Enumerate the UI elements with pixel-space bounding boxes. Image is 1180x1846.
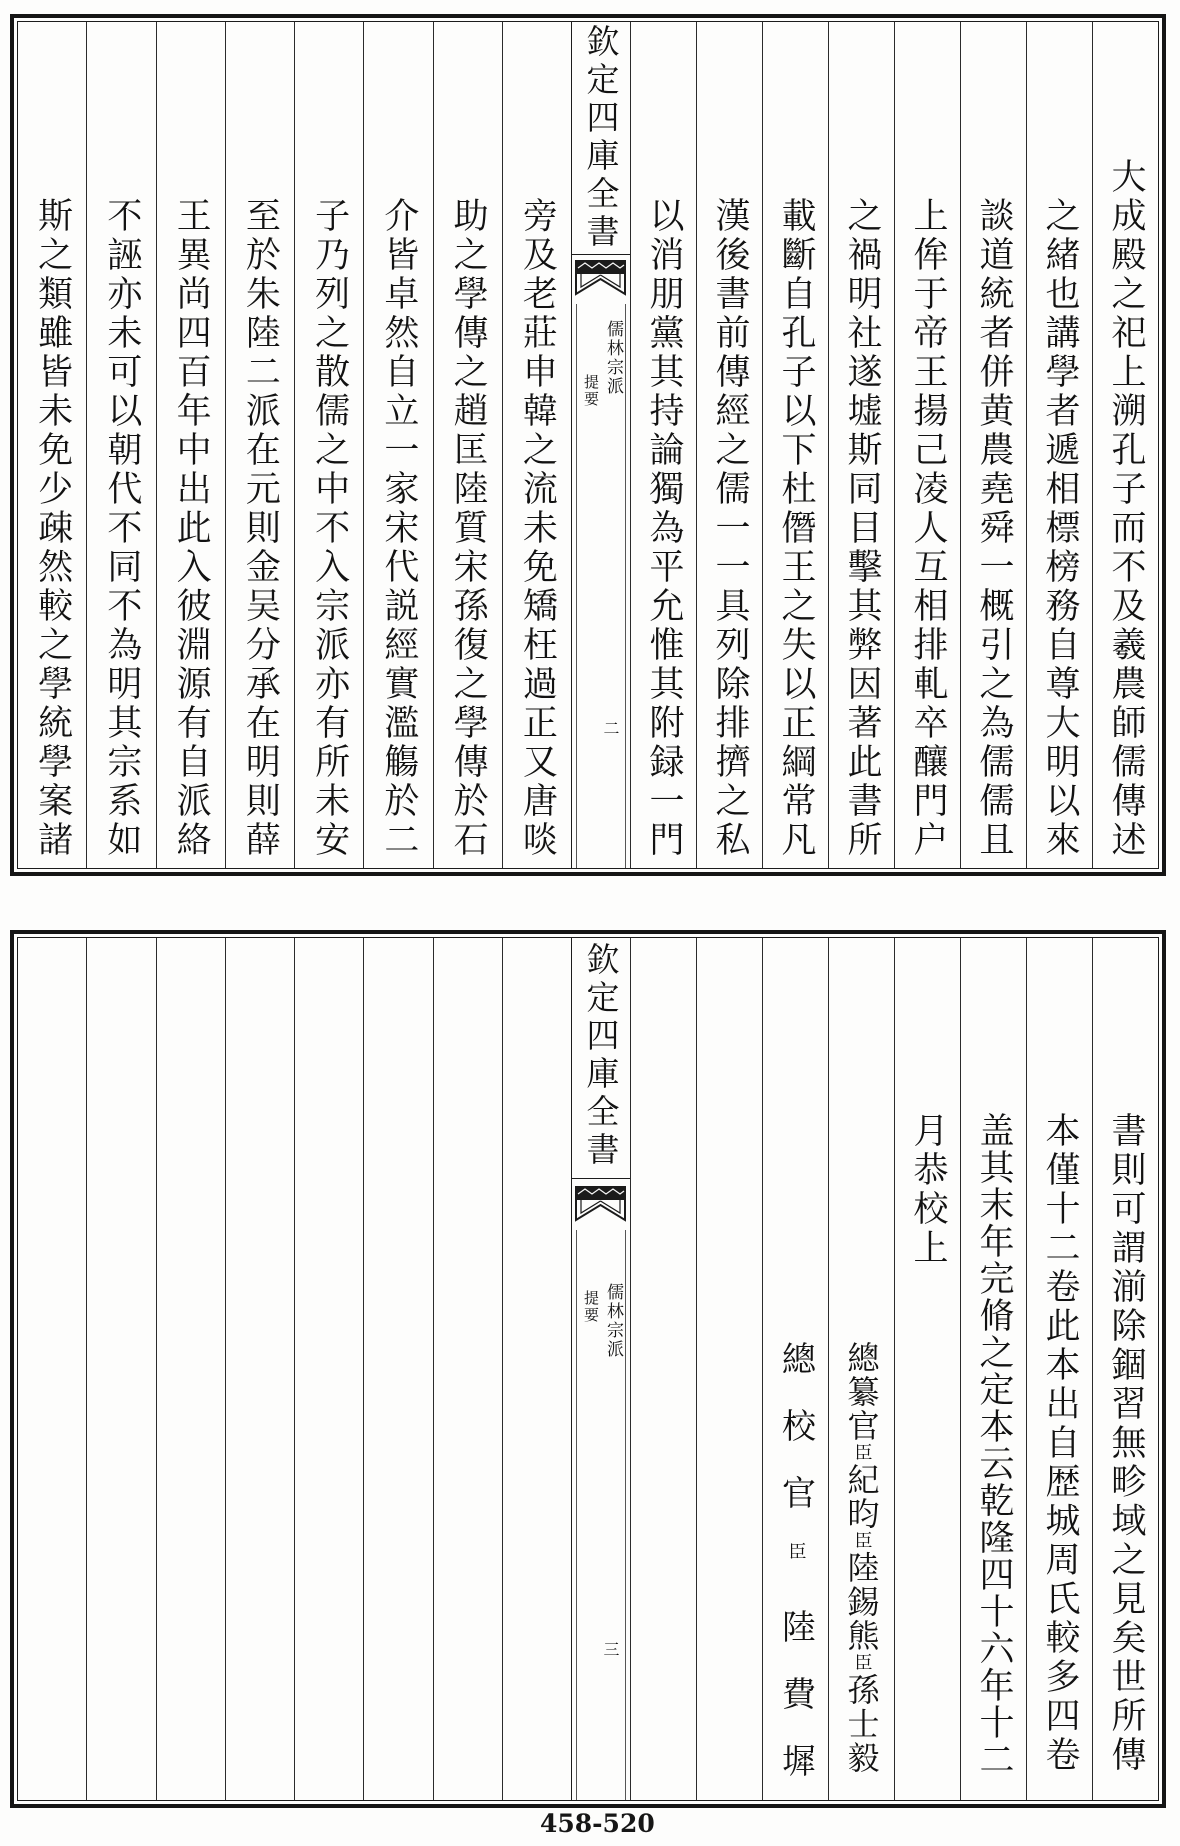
section-label: 提要 (582, 374, 600, 408)
text-column (828, 22, 894, 868)
text-column-proofreader (762, 938, 828, 1810)
proofreader-credit (775, 1341, 816, 1810)
text-column (1026, 938, 1092, 1800)
center-strip (571, 22, 630, 868)
center-rule (572, 254, 630, 255)
column-text: 以消朋黨其持論獨為平允惟其附録一門 (644, 197, 684, 860)
text-column (960, 938, 1026, 1800)
column-text: 漢後書前傳經之儒一一具列除排擠之私 (710, 197, 750, 860)
center-strip (571, 938, 630, 1800)
column-text: 載斷自孔子以下杜僭王之失以正綱常凡 (776, 197, 816, 860)
column-text: 至於朱陸二派在元則金吴分承在明則薛 (240, 197, 281, 860)
empty-column (18, 938, 86, 1800)
text-column (894, 938, 960, 1800)
column-text: 之緒也講學者遞相標榜務自尊大明以來 (1040, 197, 1080, 860)
empty-column (696, 938, 762, 1800)
text-column (894, 22, 960, 868)
empty-column (156, 938, 225, 1800)
series-title: 欽定四庫全書 (581, 942, 621, 1170)
column-text: 子乃列之散儒之中不入宗派亦有所未安 (309, 197, 350, 860)
empty-column (225, 938, 294, 1800)
text-column (630, 22, 696, 868)
compiler-title: 總纂官 (842, 1341, 881, 1443)
empty-column (294, 938, 363, 1800)
fishtail-ornament-icon (572, 1184, 629, 1228)
text-column (1026, 22, 1092, 868)
center-inner-rule (625, 1230, 626, 1800)
footer-page-code: 458-520 (540, 1809, 655, 1838)
empty-column (363, 938, 432, 1800)
text-column (762, 22, 828, 868)
text-column (86, 22, 155, 868)
series-title: 欽定四庫全書 (581, 24, 621, 252)
text-column (225, 22, 294, 868)
compiler-rank: 臣 (851, 1531, 873, 1551)
page-leaf-upper (10, 14, 1166, 876)
center-inner-rule (625, 304, 626, 868)
column-text: 王異尚四百年中出此入彼淵源有自派絡 (171, 197, 212, 860)
column-text: 助之學傳之趙匡陸質宋孫復之學傳於石 (448, 197, 489, 860)
text-column (502, 22, 571, 868)
text-column (1092, 22, 1158, 868)
text-column (696, 22, 762, 868)
column-text: 斯之類雖皆未免少疎然較之學統學案諸 (32, 197, 73, 860)
book-title: 儒林宗派 (603, 320, 623, 396)
proofreader-title: 總校官 (775, 1341, 816, 1542)
text-column (960, 22, 1026, 868)
empty-column (630, 938, 696, 1800)
text-column (1092, 938, 1158, 1800)
center-inner-rule (576, 304, 577, 868)
empty-column (86, 938, 155, 1800)
proofreader-rank: 臣 (785, 1542, 807, 1609)
fishtail-ornament-icon (572, 258, 629, 302)
column-text: 旁及老莊申韓之流未免矯枉過正又唐啖 (517, 197, 558, 860)
column-text: 之禍明社遂墟斯同目擊其弊因著此書所 (842, 197, 882, 860)
column-grid (17, 937, 1159, 1810)
center-inner-rule (576, 1230, 577, 1800)
proofreader-name: 陸費墀 (775, 1609, 816, 1810)
leaf-number: 三 (601, 1641, 620, 1657)
text-column (294, 22, 363, 868)
center-rule (572, 1178, 630, 1179)
column-text: 談道統者併黄農堯舜一概引之為儒儒且 (974, 197, 1014, 860)
column-text: 介皆卓然自立一家宋代説經實濫觴於二 (378, 197, 419, 860)
column-text: 書則可謂湔除錮習無畛域之見矣世所傳 (1106, 1112, 1146, 1775)
compiler-name: 紀昀 (842, 1463, 881, 1531)
column-grid (17, 21, 1159, 869)
text-column (433, 22, 502, 868)
column-text: 盖其末年完脩之定本云乾隆四十六年十二 (974, 1112, 1014, 1778)
compiler-name: 孫士毅 (842, 1673, 881, 1775)
compiler-rank: 臣 (851, 1653, 873, 1673)
leaf-number: 二 (601, 720, 620, 736)
column-text: 本僅十二卷此本出自歴城周氏較多四卷 (1040, 1112, 1080, 1775)
text-column (18, 22, 86, 868)
text-column-compilers (828, 938, 894, 1800)
column-text: 大成殿之祀上溯孔子而不及羲農師儒傳述 (1106, 158, 1146, 860)
compiler-rank: 臣 (851, 1443, 873, 1463)
text-column (363, 22, 432, 868)
empty-column (502, 938, 571, 1800)
empty-column (433, 938, 502, 1800)
column-text: 月恭校上 (908, 1112, 948, 1268)
column-text: 不誣亦未可以朝代不同不為明其宗系如 (101, 197, 142, 860)
compilers-credit (842, 1341, 881, 1775)
page-leaf-lower (10, 930, 1166, 1808)
section-label: 提要 (582, 1290, 600, 1324)
compiler-name: 陸錫熊 (842, 1551, 881, 1653)
book-title: 儒林宗派 (603, 1283, 623, 1359)
text-column (156, 22, 225, 868)
column-text: 上侔于帝王揚己凌人互相排軋卒釀門户 (908, 197, 948, 860)
